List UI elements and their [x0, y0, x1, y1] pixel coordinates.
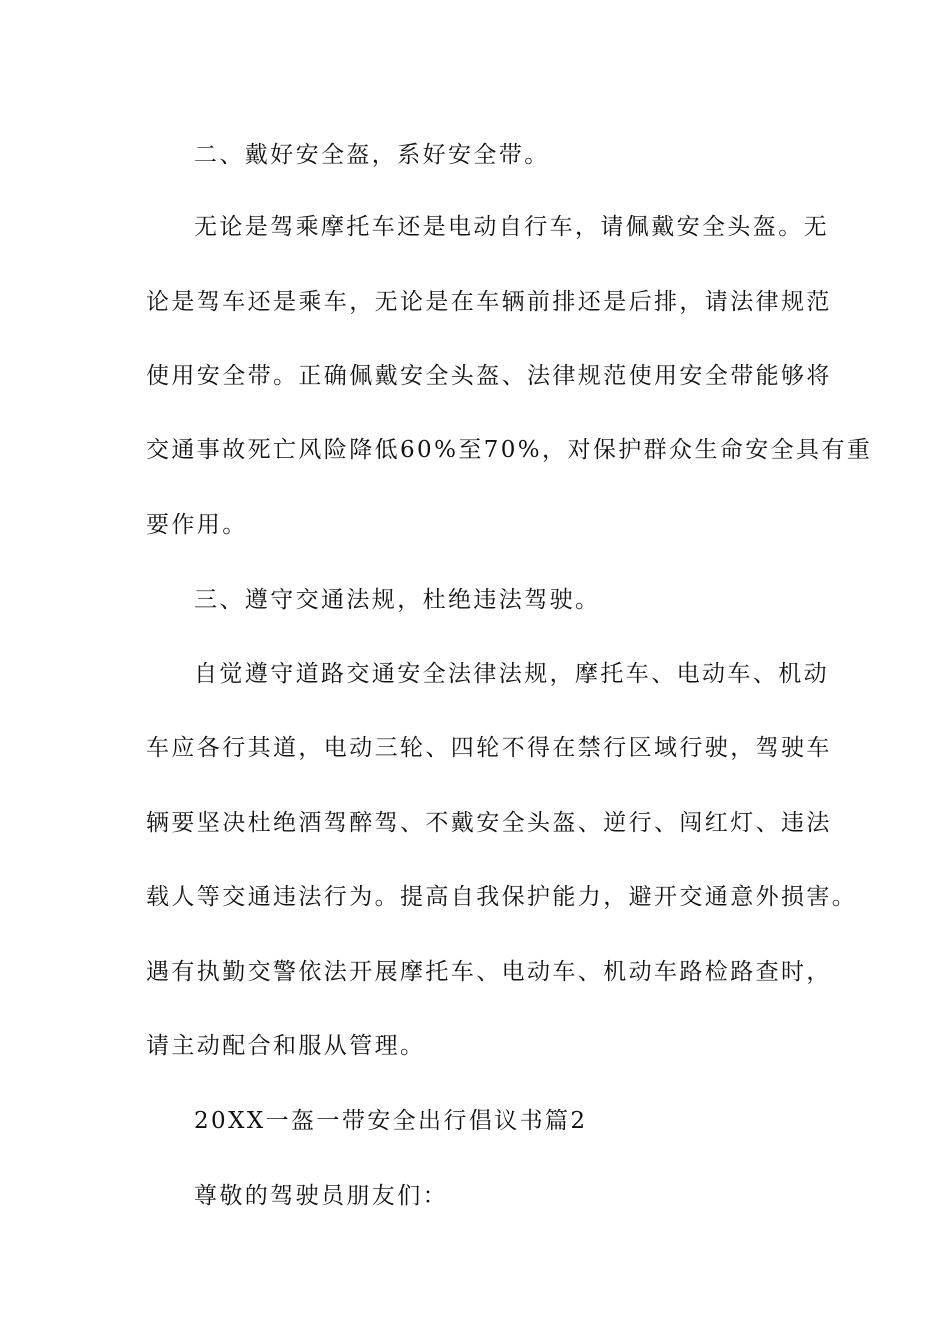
section-heading-3: 三、遵守交通法规，杜绝违法驾驶。 [194, 587, 601, 613]
salutation: 尊敬的驾驶员朋友们： [194, 1183, 448, 1209]
paragraph-line: 交通事故死亡风险降低60%至70%，对保护群众生命安全具有重 [146, 437, 873, 463]
paragraph-line: 载人等交通违法行为。提高自我保护能力，避开交通意外损害。 [146, 884, 858, 910]
paragraph-line: 无论是驾乘摩托车还是电动自行车，请佩戴安全头盔。无 [194, 214, 829, 240]
section-heading-2: 二、戴好安全盔，系好安全带。 [194, 142, 550, 168]
paragraph-line: 论是驾车还是乘车，无论是在车辆前排还是后排，请法律规范 [146, 289, 832, 315]
paragraph-line: 要作用。 [146, 512, 248, 538]
paragraph-line: 自觉遵守道路交通安全法律法规，摩托车、电动车、机动 [194, 661, 829, 687]
paragraph-line: 请主动配合和服从管理。 [146, 1033, 426, 1059]
paragraph-line: 车应各行其道，电动三轮、四轮不得在禁行区域行驶，驾驶车 [146, 735, 832, 761]
article-title: 20XX一盔一带安全出行倡议书篇2 [194, 1108, 588, 1134]
paragraph-line: 使用安全带。正确佩戴安全头盔、法律规范使用安全带能够将 [146, 363, 832, 389]
paragraph-line: 辆要坚决杜绝酒驾醉驾、不戴安全头盔、逆行、闯红灯、违法 [146, 810, 832, 836]
paragraph-line: 遇有执勤交警依法开展摩托车、电动车、机动车路检路查时， [146, 959, 832, 985]
